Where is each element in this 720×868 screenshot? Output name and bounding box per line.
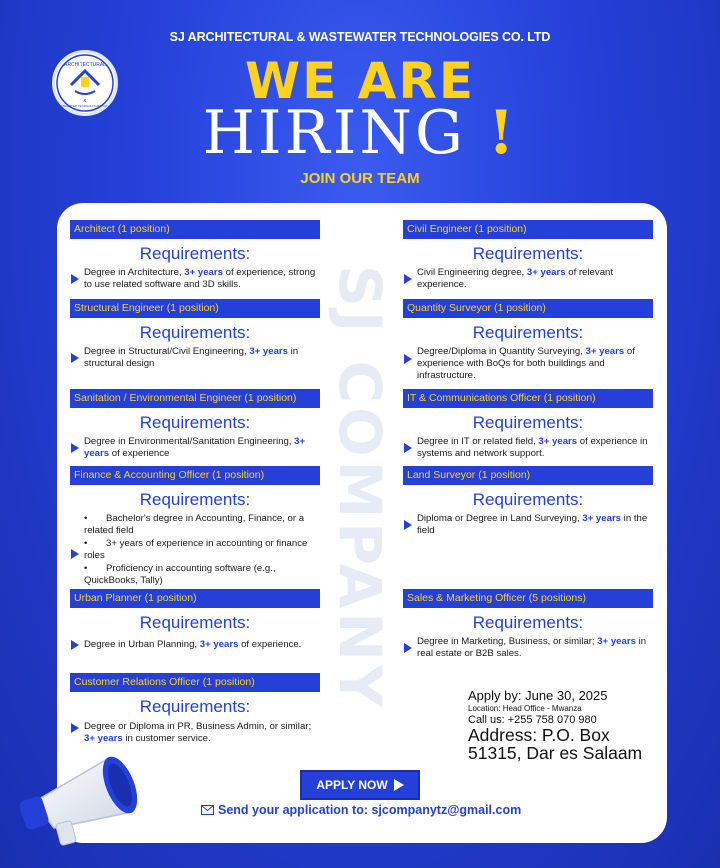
logo-text-amp: & [83, 98, 87, 103]
requirements-heading: Requirements: [472, 613, 584, 632]
job-sanitation-engineer [70, 389, 320, 460]
job-title: Customer Relations Officer (1 position) [70, 673, 320, 692]
requirements-heading: Requirements: [139, 490, 251, 509]
job-structural-engineer [70, 299, 320, 370]
job-civil-engineer [403, 220, 653, 291]
apply-info [468, 688, 648, 762]
headline-hiring [0, 98, 720, 168]
phone-number: Call us: +255 758 070 980 [468, 714, 597, 726]
address-line-2: 51315, Dar es Salaam [468, 743, 643, 763]
job-title: Sales & Marketing Officer (5 positions) [403, 589, 653, 608]
job-requirements: Diploma or Degree in Land Surveying, 3+ years in the field [403, 513, 653, 537]
job-requirements: Degree in Environmental/Sanitation Engineering, 3+ years of experience [70, 436, 320, 460]
arrow-icon [71, 549, 79, 559]
job-title: Sanitation / Environmental Engineer (1 position) [70, 389, 320, 408]
logo-text-bottom: WASTEWATER TECHNOLOGIES CO. LTD [55, 104, 115, 108]
location: Location: Head Office - Mwanza [468, 704, 582, 713]
job-requirements: Degree/Diploma in Quantity Surveying, 3+ years of experience with BoQs for both buildings and infrastructure. [403, 346, 653, 382]
job-title: Quantity Surveyor (1 position) [403, 299, 653, 318]
job-land-surveyor [403, 466, 653, 537]
list-item: • Bachelor's degree in Accounting, Finance, or a related field [84, 513, 305, 536]
company-name: SJ ARCHITECTURAL & WASTEWATER TECHNOLOGIES CO. LTD [169, 30, 551, 44]
arrow-icon [404, 354, 412, 364]
job-title: IT & Communications Officer (1 position) [403, 389, 653, 408]
job-finance-officer [70, 466, 320, 588]
arrow-icon [71, 443, 79, 453]
arrow-icon [404, 520, 412, 530]
job-requirements: Degree in IT or related field, 3+ years of experience in systems and network support. [403, 436, 653, 460]
apply-now-label: APPLY NOW [316, 778, 388, 792]
requirements-heading: Requirements: [472, 244, 584, 263]
job-urban-planner [70, 589, 320, 651]
arrow-icon [71, 274, 79, 284]
headline-hiring-text: HIRING [202, 98, 466, 168]
watermark-text: SJ COMPANY [326, 264, 394, 711]
arrow-icon [71, 353, 79, 363]
requirements-heading: Requirements: [139, 323, 251, 342]
requirements-heading: Requirements: [472, 490, 584, 509]
email-icon [201, 805, 214, 815]
job-architect [70, 220, 320, 291]
list-item: • Proficiency in accounting software (e.g., QuickBooks, Tally) [84, 563, 276, 586]
job-requirements [70, 513, 320, 587]
arrow-icon [71, 640, 79, 650]
job-requirements: Degree or Diploma in PR, Business Admin, or similar; 3+ years in customer service. [70, 721, 320, 745]
arrow-icon [404, 643, 412, 653]
arrow-icon [71, 723, 79, 733]
watermark [325, 215, 395, 760]
job-requirements: Degree in Marketing, Business, or similar; 3+ years in real estate or B2B sales. [403, 636, 653, 660]
join-our-team: JOIN OUR TEAM [300, 170, 420, 187]
job-quantity-surveyor [403, 299, 653, 382]
arrow-icon [404, 274, 412, 284]
job-it-officer [403, 389, 653, 460]
job-requirements: Degree in Urban Planning, 3+ years of experience. [70, 639, 320, 651]
job-sales-marketing [403, 589, 653, 660]
send-application-text: Send your application to: sjcompanytz@gmail.com [218, 803, 522, 817]
apply-deadline: Apply by: June 30, 2025 [468, 688, 608, 703]
job-title: Architect (1 position) [70, 220, 320, 239]
job-title: Structural Engineer (1 position) [70, 299, 320, 318]
apply-now-button[interactable] [300, 770, 420, 800]
logo-text-top: ARCHITECTURAL [64, 62, 106, 68]
requirements-heading: Requirements: [139, 613, 251, 632]
headline-exclaim: ! [488, 98, 518, 168]
requirements-heading: Requirements: [139, 413, 251, 432]
address-line-1: Address: P.O. Box [468, 725, 610, 745]
arrow-icon [404, 443, 412, 453]
job-requirements: Degree in Structural/Civil Engineering, 3+ years in structural design [70, 346, 320, 370]
job-title: Land Surveyor (1 position) [403, 466, 653, 485]
play-icon [394, 779, 404, 791]
job-title: Urban Planner (1 position) [70, 589, 320, 608]
list-item: • 3+ years of experience in accounting or finance roles [84, 538, 308, 561]
megaphone-icon [14, 740, 164, 850]
job-title: Civil Engineer (1 position) [403, 220, 653, 239]
job-requirements: Civil Engineering degree, 3+ years of relevant experience. [403, 267, 653, 291]
requirements-heading: Requirements: [139, 244, 251, 263]
requirements-heading: Requirements: [472, 413, 584, 432]
headline-we-are: WE ARE [244, 52, 476, 110]
requirements-heading: Requirements: [139, 697, 251, 716]
send-application[interactable] [201, 803, 521, 817]
job-title: Finance & Accounting Officer (1 position) [70, 466, 320, 485]
job-requirements: Degree in Architecture, 3+ years of experience, strong to use related software and 3D skills. [70, 267, 320, 291]
job-customer-relations [70, 673, 320, 745]
requirements-heading: Requirements: [472, 323, 584, 342]
